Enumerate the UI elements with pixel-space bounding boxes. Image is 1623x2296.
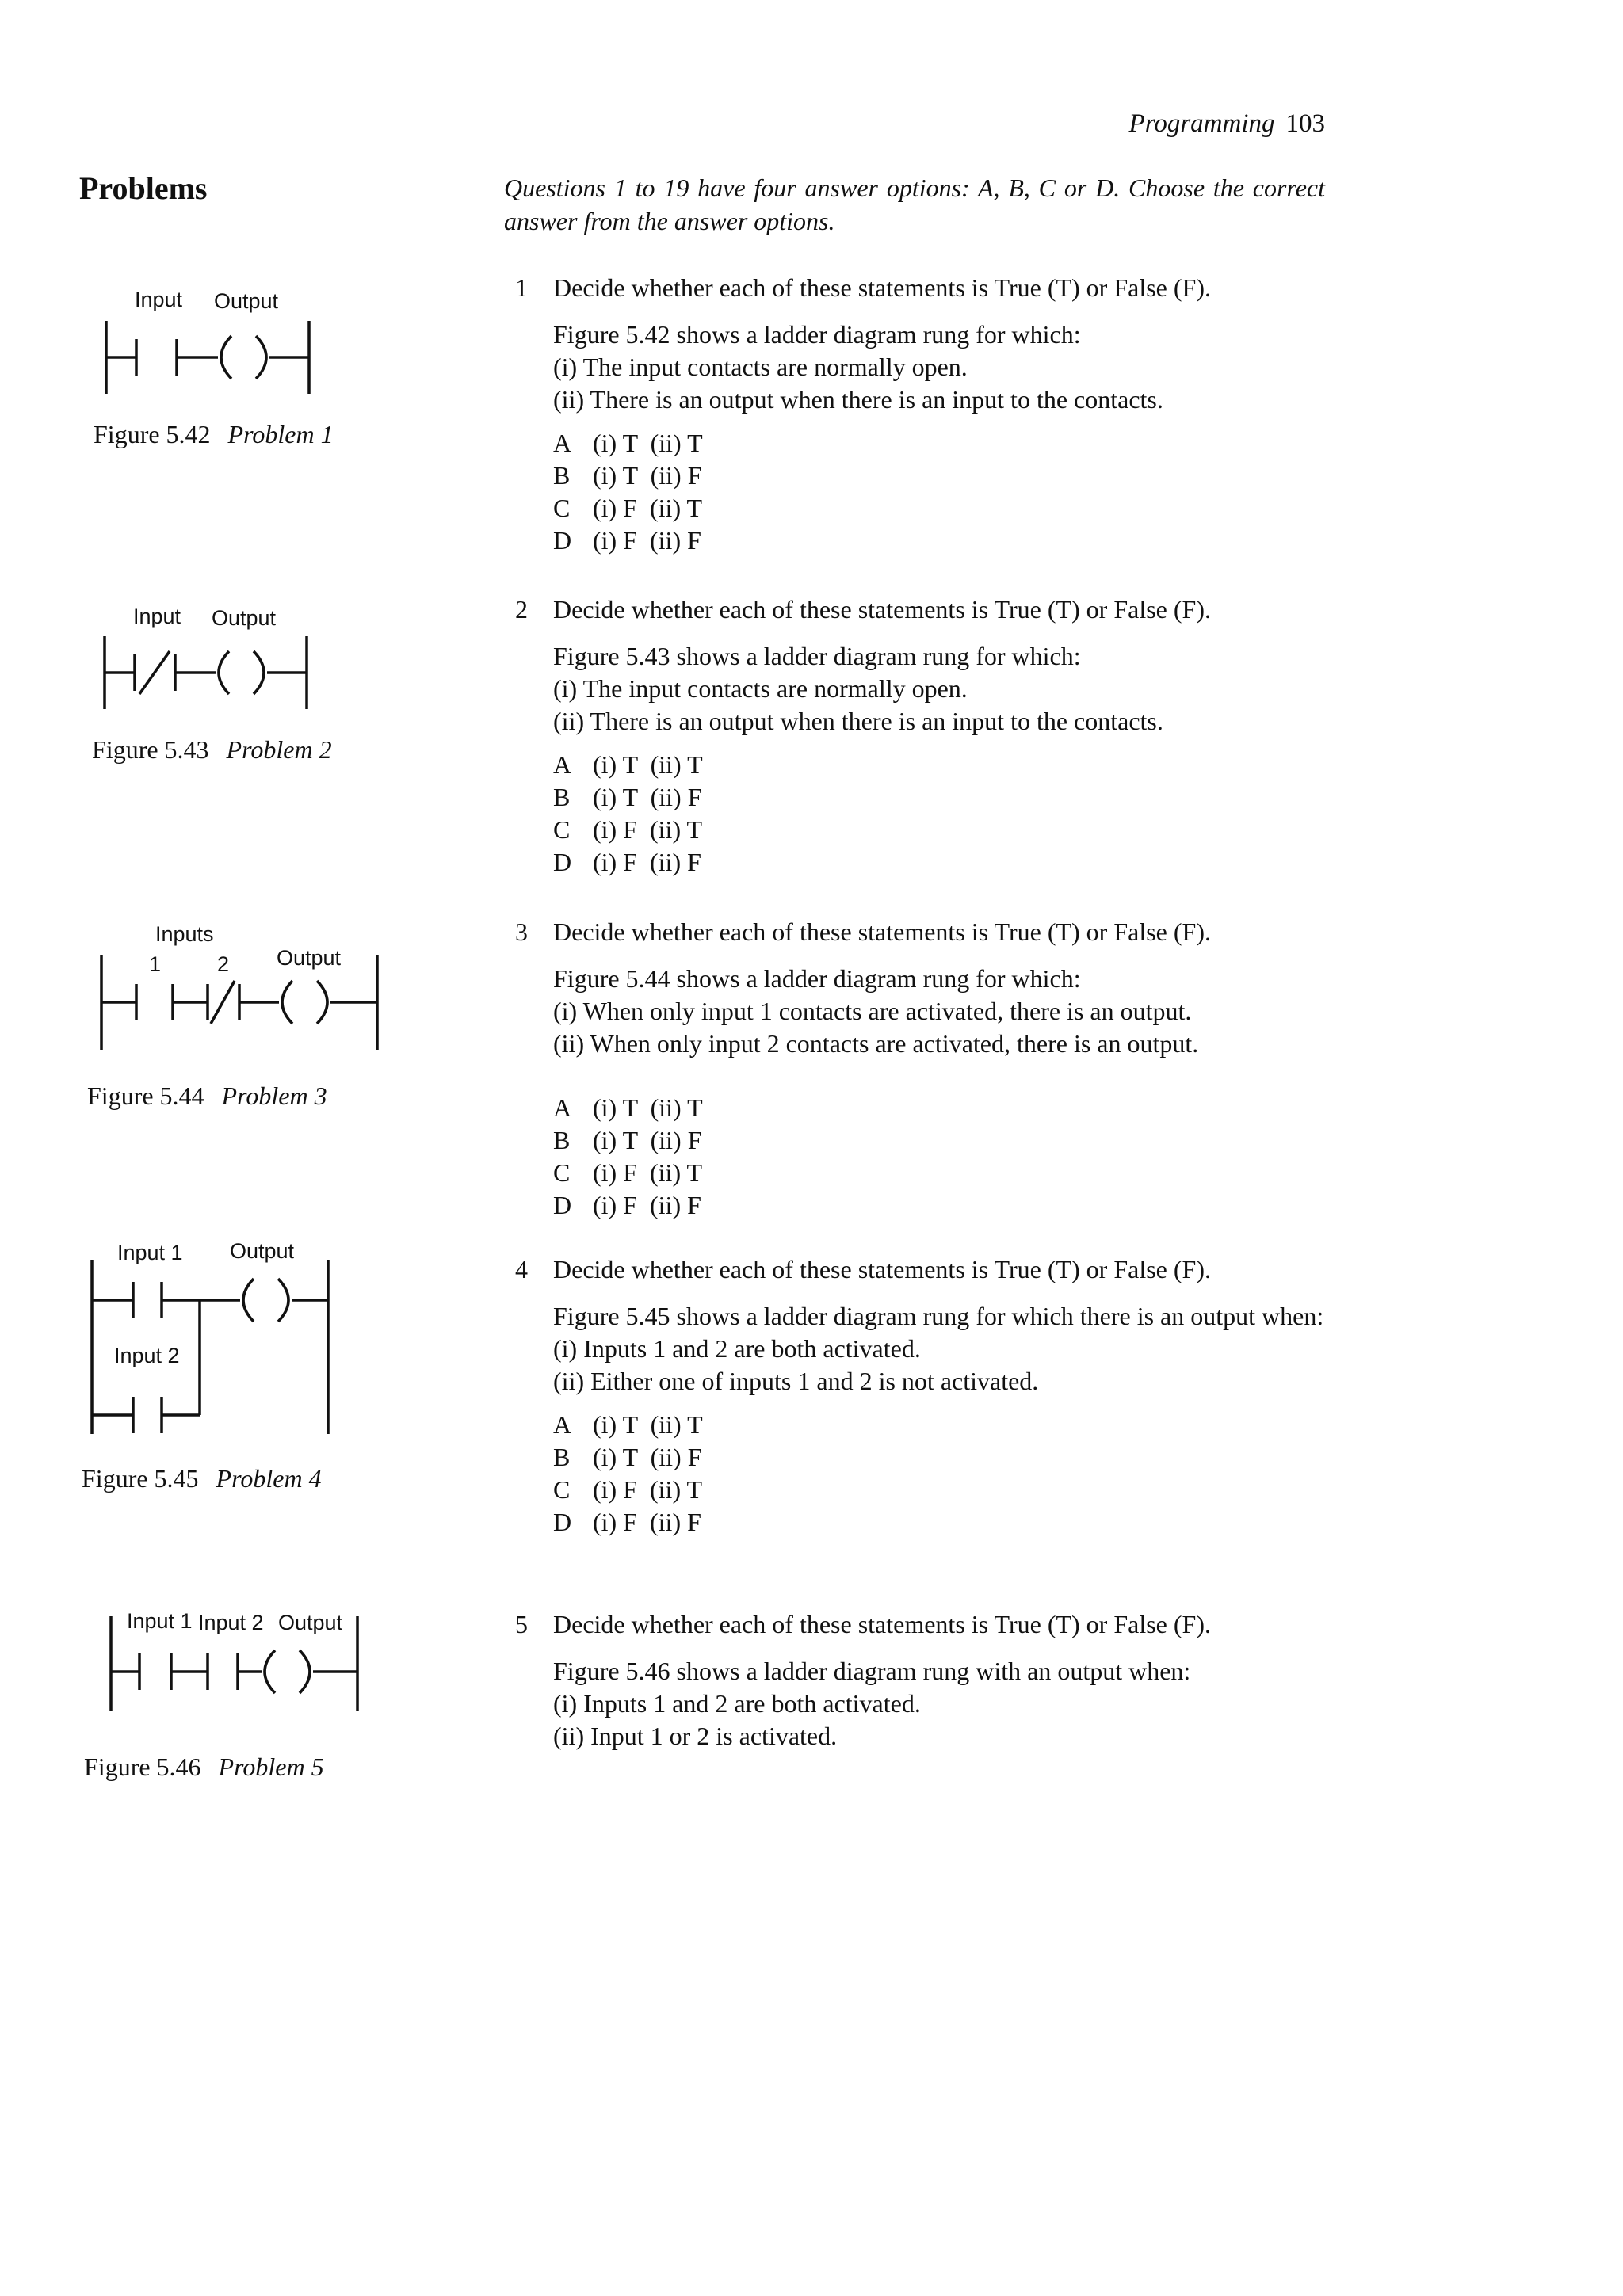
question-statement: Decide whether each of these statements is True (T) or False (F).: [553, 1255, 1211, 1283]
answer-option: A (i) T (ii) T: [553, 1093, 703, 1122]
diagram-label-output: Output: [230, 1239, 295, 1263]
figure-problem: Problem 5: [218, 1753, 324, 1781]
figure-problem: Problem 3: [221, 1081, 327, 1110]
diagram-label-input-2: Input 2: [114, 1344, 180, 1367]
answer-option: D (i) F (ii) F: [553, 1191, 701, 1219]
answer-option: C (i) F (ii) T: [553, 815, 703, 844]
question-line: Figure 5.45 shows a ladder diagram rung for which there is an output when:: [553, 1302, 1324, 1330]
question-number: 2: [515, 595, 528, 624]
question-line: (ii) There is an output when there is an input to the contacts.: [553, 707, 1163, 735]
answer-option: B (i) T (ii) F: [553, 461, 702, 490]
question-line: (i) Inputs 1 and 2 are both activated.: [553, 1689, 921, 1718]
question-statement: Decide whether each of these statements is True (T) or False (F).: [553, 273, 1211, 302]
diagram-label-input: Input: [135, 288, 183, 311]
diagram-label-input-2: Input 2: [198, 1611, 264, 1634]
answer-option: C (i) F (ii) T: [553, 494, 703, 522]
question-line: (i) Inputs 1 and 2 are both activated.: [553, 1334, 921, 1363]
diagram-label-input: Input: [133, 605, 181, 628]
output-coil: [300, 1650, 310, 1693]
output-coil: [265, 1650, 275, 1693]
question-number: 3: [515, 917, 528, 946]
question-line: (ii) Either one of inputs 1 and 2 is not activated.: [553, 1367, 1039, 1395]
question-number: 4: [515, 1255, 528, 1283]
figure-label: Figure 5.44: [87, 1081, 204, 1110]
question-line: (ii) There is an output when there is an input to the contacts.: [553, 385, 1163, 414]
question-statement: Decide whether each of these statements is True (T) or False (F).: [553, 1610, 1211, 1638]
question-line: (ii) Input 1 or 2 is activated.: [553, 1722, 838, 1750]
question-line: Figure 5.44 shows a ladder diagram rung for which:: [553, 964, 1081, 993]
figure-label: Figure 5.46: [84, 1753, 201, 1781]
diagram-label-2: 2: [217, 952, 230, 976]
question-number: 1: [515, 273, 528, 302]
answer-option: B (i) T (ii) F: [553, 783, 702, 811]
figure-label: Figure 5.45: [82, 1464, 199, 1493]
question-line: (i) The input contacts are normally open.: [553, 353, 968, 381]
diagram-label-input-1: Input 1: [127, 1609, 193, 1633]
diagram-label-output: Output: [277, 946, 342, 970]
question-number: 5: [515, 1610, 528, 1638]
answer-option: B (i) T (ii) F: [553, 1126, 702, 1154]
diagram-label-input-1: Input 1: [117, 1241, 183, 1264]
section-name: Programming: [1128, 109, 1275, 138]
answer-option: A (i) T (ii) T: [553, 429, 703, 457]
section-title: Problems: [79, 170, 208, 206]
diagram-label-output: Output: [214, 289, 279, 313]
question-line: Figure 5.43 shows a ladder diagram rung for which:: [553, 642, 1081, 670]
diagram-label-output: Output: [278, 1611, 343, 1634]
diagram-label-1: 1: [149, 952, 162, 976]
figure-problem: Problem 1: [227, 420, 334, 448]
question-statement: Decide whether each of these statements is True (T) or False (F).: [553, 917, 1211, 946]
answer-option: D (i) F (ii) F: [553, 526, 701, 555]
question-line: (i) When only input 1 contacts are activated, there is an output.: [553, 997, 1192, 1025]
figure-label: Figure 5.42: [94, 420, 211, 448]
figure-caption: [84, 1753, 324, 1782]
answer-option: C (i) F (ii) T: [553, 1158, 703, 1187]
answer-option: A (i) T (ii) T: [553, 750, 703, 779]
diagram-label-inputs: Inputs: [155, 922, 214, 946]
answer-option: D (i) F (ii) F: [553, 1508, 701, 1536]
figure-problem: Problem 2: [226, 735, 332, 764]
question-line: Figure 5.46 shows a ladder diagram rung with an output when:: [553, 1657, 1191, 1685]
answer-option: A (i) T (ii) T: [553, 1410, 703, 1439]
answer-option: D (i) F (ii) F: [553, 848, 701, 876]
page-number: 103: [1285, 109, 1325, 138]
question-line: (ii) When only input 2 contacts are activated, there is an output.: [553, 1029, 1199, 1058]
question-line: Figure 5.42 shows a ladder diagram rung for which:: [553, 320, 1081, 349]
answer-option: C (i) F (ii) T: [553, 1475, 703, 1504]
question-statement: Decide whether each of these statements is True (T) or False (F).: [553, 595, 1211, 624]
figure-label: Figure 5.43: [92, 735, 209, 764]
question-line: (i) The input contacts are normally open.: [553, 674, 968, 703]
diagram-label-output: Output: [212, 606, 277, 630]
answer-option: B (i) T (ii) F: [553, 1443, 702, 1471]
figure-problem: Problem 4: [216, 1464, 322, 1493]
intro-text: Questions 1 to 19 have four answer options: A, B, C or D. Choose the correct answer from the answer options.: [504, 174, 1325, 235]
